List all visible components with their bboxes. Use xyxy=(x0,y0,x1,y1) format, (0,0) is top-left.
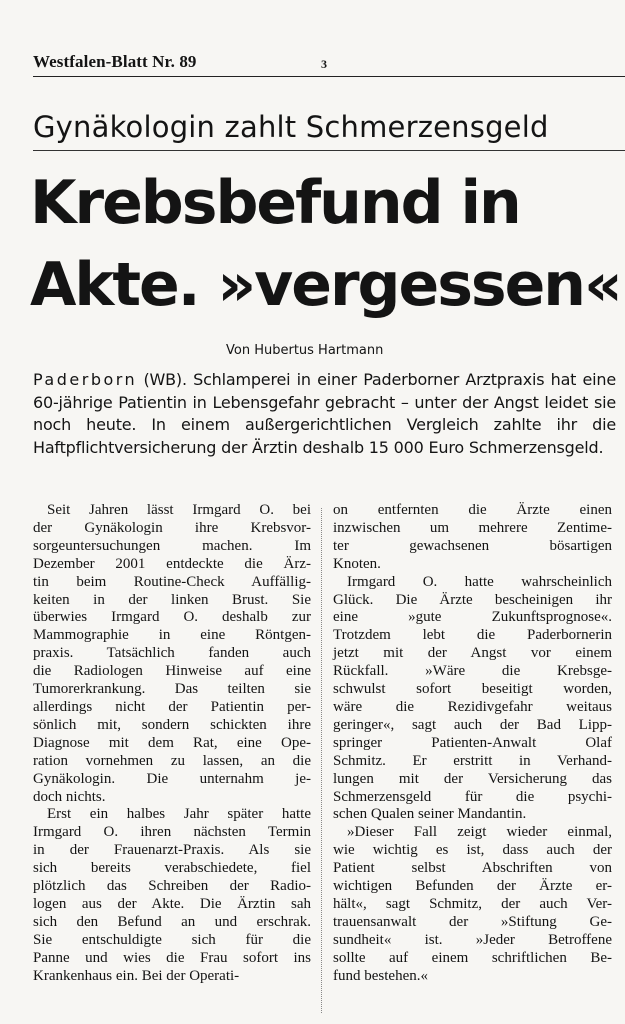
article-line: plötzlich das Schreiben der Radio- xyxy=(33,878,311,895)
article-line: Krankenhaus ein. Bei der Operati- xyxy=(33,967,240,984)
article-line: Knoten. xyxy=(333,555,381,572)
article-line: »Dieser Fall zeigt wieder einmal, xyxy=(347,824,612,841)
article-line: on entfernten die Ärzte einen xyxy=(333,502,612,518)
article-line: die Radiologen Hinweise auf eine xyxy=(33,663,311,680)
article-line: schen Qualen seiner Mandantin. xyxy=(333,806,527,823)
column-divider xyxy=(321,508,322,1013)
article-line: Trotzdem lebt die Paderbornerin xyxy=(333,627,612,644)
article-line: trauensanwalt der »Stiftung Ge- xyxy=(333,913,612,930)
headline-line-1: Krebsbefund in xyxy=(30,168,520,238)
article-line: Diagnose mit dem Rat, eine Ope- xyxy=(33,734,311,751)
article-line: Glück. Die Ärzte bescheinigen ihr xyxy=(333,591,612,608)
article-line: sollte auf einem schriftlichen Be- xyxy=(333,949,612,966)
article-line: Schmitz. Er erstritt in Verhand- xyxy=(333,752,612,769)
newspaper-name: Westfalen-Blatt Nr. 89 xyxy=(33,52,197,71)
article-byline: Von Hubertus Hartmann xyxy=(226,343,384,358)
article-line: wichtigen Befunden der Ärzte er- xyxy=(333,878,612,895)
article-line: doch nichts. xyxy=(33,788,106,805)
lead-dateline: Paderborn xyxy=(33,370,138,389)
lead-text: (WB). Schlamperei in einer Paderborner Arztpraxis hat eine 60-jährige Patientin in Lebensgefahr gebracht – unter der Angst leidet sie noch heute. In einem außergerichtlichen Vergleich zahlte ihr die Haftpflichtversicherung der Ärztin deshalb 15 000 Euro Schmerzensgeld. xyxy=(33,370,616,457)
article-lead xyxy=(33,369,616,459)
article-line: eine »gute Zukunftsprognose«. xyxy=(333,609,612,626)
article-line: der Gynäkologin ihre Krebsvor- xyxy=(33,519,311,536)
article-line: sich den Befund an und erschrak. xyxy=(33,913,311,930)
article-line: logen aus der Akte. Die Ärztin sah xyxy=(33,895,311,912)
article-line: geringer«, sagt auch der Bad Lipp- xyxy=(333,716,612,733)
article-column-left xyxy=(33,502,311,985)
headline-line-2: Akte. »vergessen« xyxy=(30,250,621,320)
article-line: Dezember 2001 entdeckte die Ärz- xyxy=(33,555,311,572)
article-line: Schmerzensgeld für die psychi- xyxy=(333,788,612,805)
article-line: inzwischen um mehrere Zentime- xyxy=(333,519,612,536)
article-line: springer Patienten-Anwalt Olaf xyxy=(333,734,612,751)
article-column-right xyxy=(333,502,612,985)
article-line: Sie entschuldigte sich für die xyxy=(33,931,311,948)
article-line: hält«, sagt Schmitz, der auch Ver- xyxy=(333,895,612,912)
article-line: Tumorerkrankung. Das teilten sie xyxy=(33,681,311,698)
article-line: jetzt mit der Angst vor einem xyxy=(333,645,612,662)
masthead xyxy=(33,50,625,77)
article-line: fund bestehen.« xyxy=(333,967,428,984)
article-line: Patient selbst Abschriften von xyxy=(333,860,612,877)
article-line: Mammographie in eine Röntgen- xyxy=(33,627,311,644)
page-number: 3 xyxy=(321,57,327,71)
article-line: ration vornehmen zu lassen, an die xyxy=(33,752,311,769)
article-line: allerdings nicht der Patientin per- xyxy=(33,698,311,715)
article-kicker: Gynäkologin zahlt Schmerzensgeld xyxy=(33,104,625,151)
article-line: sönlich mit, sondern schickten ihre xyxy=(33,716,311,733)
article-line: Seit Jahren lässt Irmgard O. bei xyxy=(47,502,311,518)
article-line: wie wichtig es ist, dass auch der xyxy=(333,842,612,859)
article-line: Rückfall. »Wäre die Krebsge- xyxy=(333,663,612,680)
article-line: Irmgard O. ihren nächsten Termin xyxy=(33,824,311,841)
article-line: sundheit« ist. »Jeder Betroffene xyxy=(333,931,612,948)
article-line: sich bereits verabschiedete, fiel xyxy=(33,860,311,877)
article-line: Erst ein halbes Jahr später hatte xyxy=(47,806,311,823)
article-line: Gynäkologin. Die unternahm je- xyxy=(33,770,311,787)
article-line: ter gewachsenen bösartigen xyxy=(333,537,612,554)
article-line: praxis. Tatsächlich fanden auch xyxy=(33,645,311,662)
article-line: tin beim Routine-Check Auffällig- xyxy=(33,573,311,590)
article-line: Panne und wies die Frau sofort ins xyxy=(33,949,311,966)
article-line: schwulst sofort beseitigt worden, xyxy=(333,681,612,698)
article-line: überwies Irmgard O. deshalb zur xyxy=(33,609,311,626)
article-line: wäre die Rezidivgefahr weitaus xyxy=(333,698,612,715)
article-line: Irmgard O. hatte wahrscheinlich xyxy=(347,573,612,590)
article-headline xyxy=(30,162,625,326)
article-line: lungen mit der Versicherung das xyxy=(333,770,612,787)
article-line: in der Frauenarzt-Praxis. Als sie xyxy=(33,842,311,859)
article-line: keiten in der linken Brust. Sie xyxy=(33,591,311,608)
article-line: sorgeuntersuchungen machen. Im xyxy=(33,537,311,554)
